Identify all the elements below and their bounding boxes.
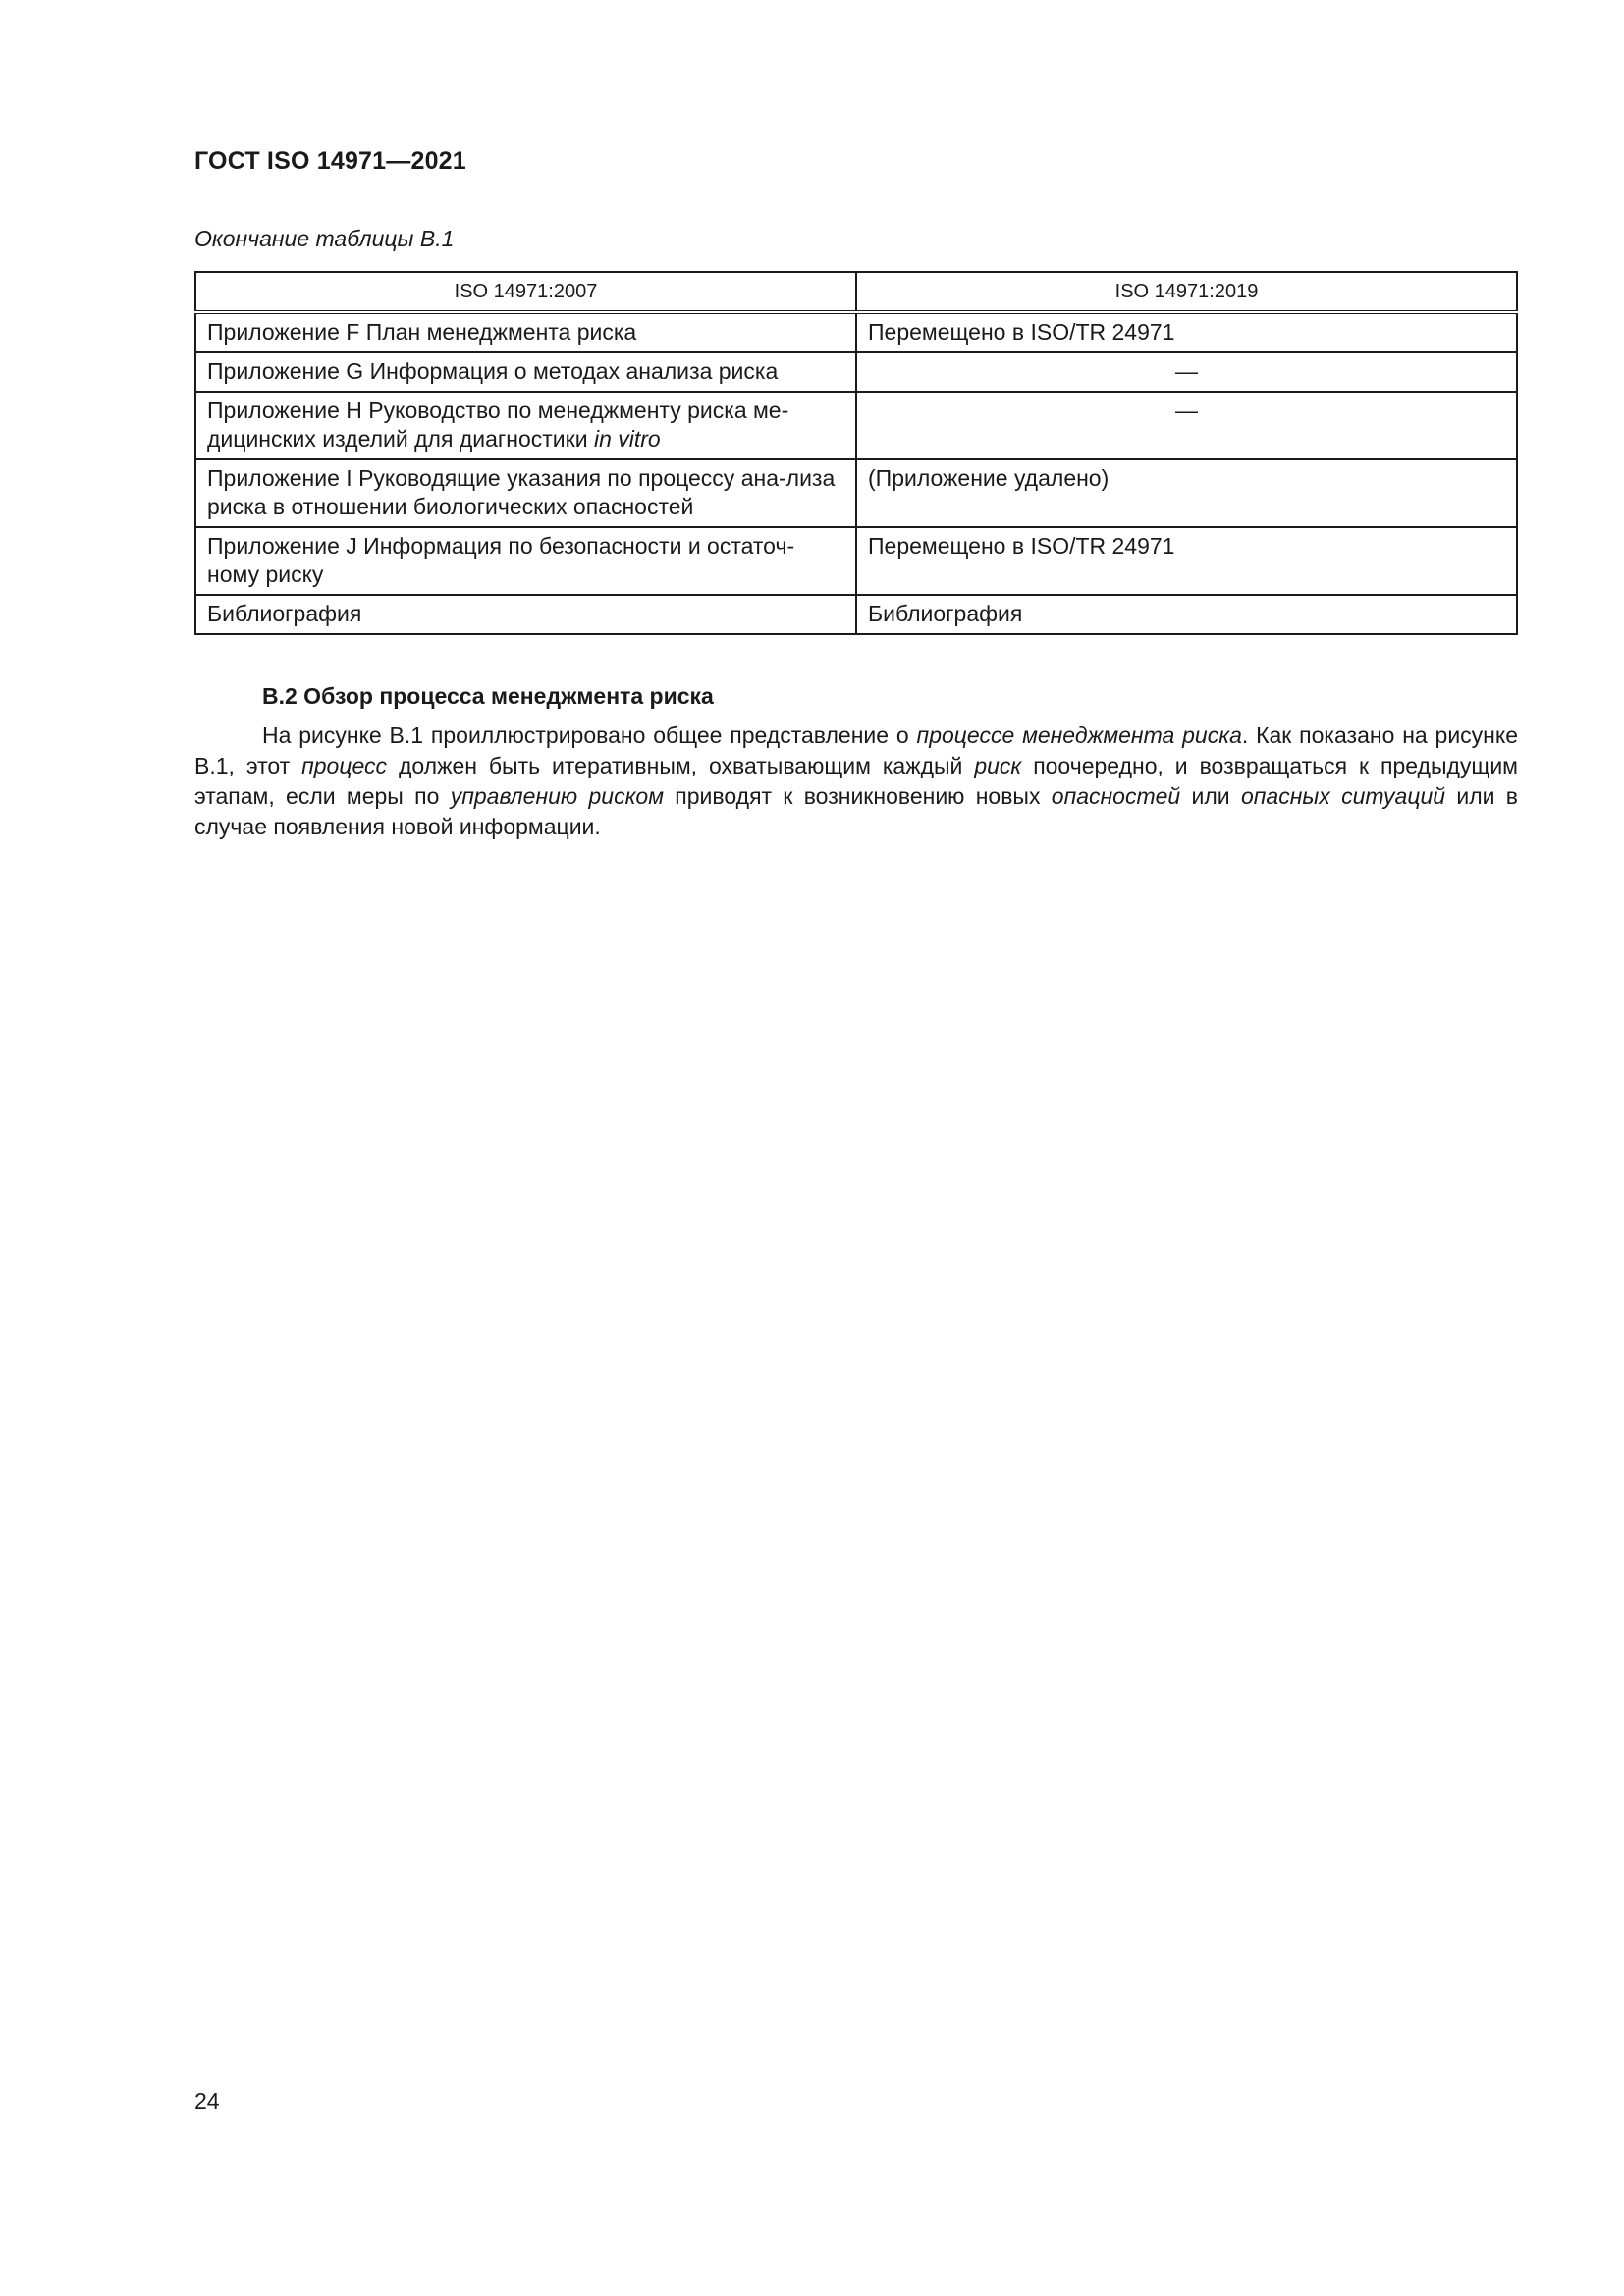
cell-text: Приложение H Руководство по менеджменту риска ме-дицинских изделий для диагностики bbox=[207, 398, 789, 452]
table-row bbox=[195, 527, 1517, 595]
term-hazardous-situations: опасных ситуаций bbox=[1240, 783, 1446, 809]
column-header-2019: ISO 14971:2019 bbox=[856, 272, 1517, 312]
paragraph-text: должен быть итеративным, охватывающим каждый bbox=[387, 753, 975, 778]
table-cell-2007: Приложение I Руководящие указания по процессу ана-лиза риска в отношении биологических опасностей bbox=[195, 459, 856, 527]
column-header-2007: ISO 14971:2007 bbox=[195, 272, 856, 312]
term-hazards: опасностей bbox=[1051, 783, 1181, 809]
page-number: 24 bbox=[194, 2088, 220, 2113]
table-cell-2007: Приложение J Информация по безопасности и остаточ-ному риску bbox=[195, 527, 856, 595]
cell-italic-text: in vitro bbox=[593, 426, 661, 452]
table-row bbox=[195, 352, 1517, 392]
term-risk-management-process: процессе менеджмента риска bbox=[916, 722, 1242, 748]
term-risk-control: управлению риском bbox=[450, 783, 664, 809]
standards-comparison-table bbox=[194, 271, 1518, 635]
table-row bbox=[195, 595, 1517, 634]
table-cell-2019: — bbox=[856, 352, 1517, 392]
table-cell-2019: Перемещено в ISO/TR 24971 bbox=[856, 312, 1517, 352]
paragraph-text: поочередно, и возвращаться к предыдущим этапам, если меры по bbox=[194, 753, 1518, 809]
table-cell-2007: Приложение F План менеджмента риска bbox=[195, 312, 856, 352]
paragraph-text: или в случае появления новой информации. bbox=[194, 783, 1519, 839]
table-row bbox=[195, 312, 1517, 352]
table-row bbox=[195, 392, 1517, 459]
paragraph-text: приводят к возникновению новых bbox=[664, 783, 1052, 809]
body-paragraph bbox=[194, 721, 1518, 842]
paragraph-text: . Как показано на рисунке В.1, этот bbox=[194, 722, 1518, 778]
paragraph-text: или bbox=[1180, 783, 1241, 809]
table-caption: Окончание таблицы В.1 bbox=[194, 226, 455, 251]
section-title: В.2 Обзор процесса менеджмента риска bbox=[262, 683, 714, 709]
table-cell-2019: — bbox=[856, 392, 1517, 459]
table-cell-2019: (Приложение удалено) bbox=[856, 459, 1517, 527]
table-cell-2019: Перемещено в ISO/TR 24971 bbox=[856, 527, 1517, 595]
table-cell-2007 bbox=[195, 392, 856, 459]
table-cell-2007: Библиография bbox=[195, 595, 856, 634]
table-row bbox=[195, 459, 1517, 527]
table-cell-2007: Приложение G Информация о методах анализа риска bbox=[195, 352, 856, 392]
document-header: ГОСТ ISO 14971—2021 bbox=[194, 147, 466, 175]
term-risk: риск bbox=[974, 753, 1022, 778]
term-process: процесс bbox=[301, 753, 388, 778]
table-cell-2019: Библиография bbox=[856, 595, 1517, 634]
table-header-row bbox=[195, 272, 1517, 312]
paragraph-text: На рисунке В.1 проиллюстрировано общее представление о bbox=[262, 722, 917, 748]
